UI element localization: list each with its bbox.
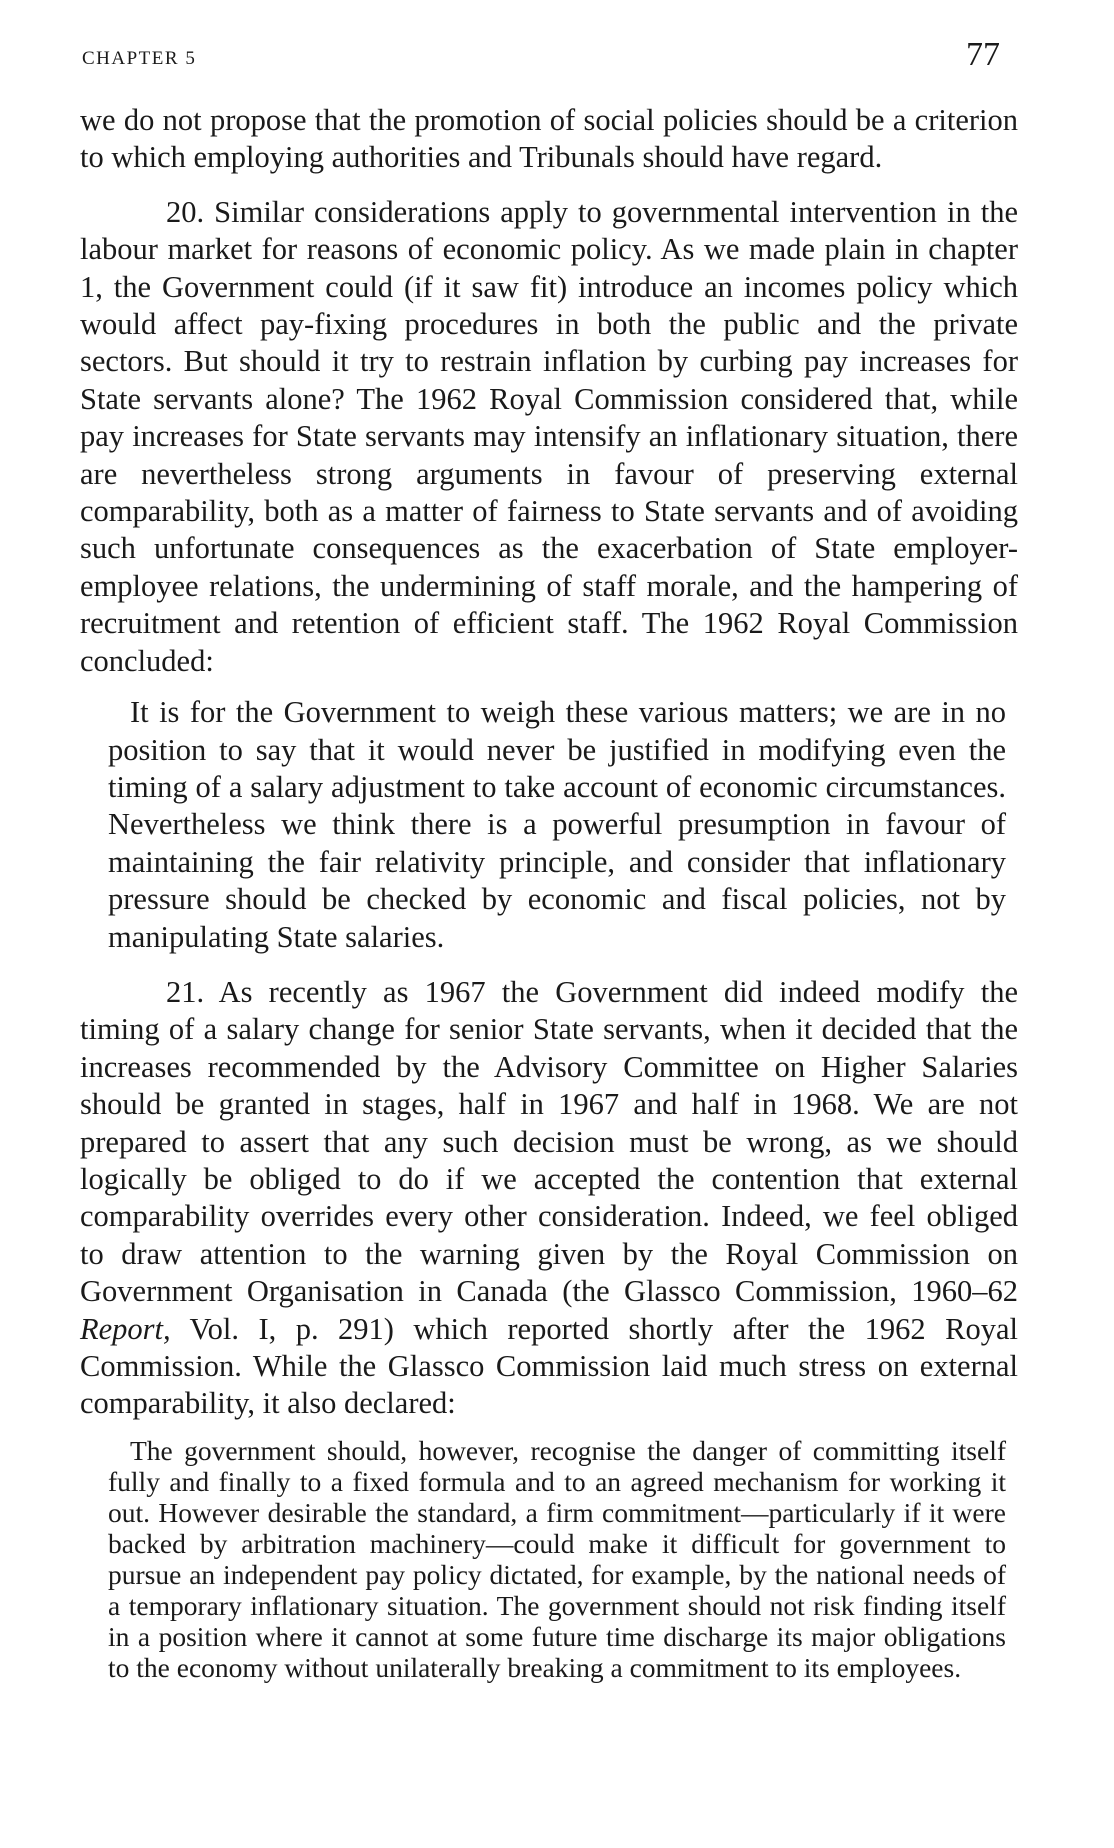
running-head <box>80 36 1018 88</box>
quotation-text: It is for the Government to weigh these various matters; we are in no position to say that it would never be justified in modifying even the timing of a salary adjustment to take account of economic circumstances. Nevertheless we think there is a powerful presumption in favour of maintaining the fair relativity principle, and consider that inflationary pressure should be checked by economic and fiscal policies, not by manipulating State salaries. <box>108 695 1006 954</box>
paragraph-20-text: Similar considerations apply to governmental intervention in the labour market for reasons of economic policy. As we made plain in chapter 1, the Government could (if it saw fit) introduce an incomes policy which would affect pay-fixing procedures in both the public and the private sectors. But should it try to restrain inflation by curbing pay increases for State servants alone? The 1962 Royal Commission considered that, while pay increases for State servants may intensify an inflationary situation, there are nevertheless strong arguments in favour of preserving external comparability, both as a matter of fairness to State servants and of avoiding such unfortunate consequences as the exacerbation of State employer-employee relations, the undermining of staff morale, and the hampering of recruitment and retention of efficient staff. The 1962 Royal Commission concluded: <box>80 194 1018 678</box>
quotation-text: The government should, however, recognise the danger of committing itself fully and finally to a fixed formula and to an agreed mechanism for working it out. However desirable the standard, a firm commitment—particularly if it were backed by arbitration machinery—could make it difficult for government to pursue an independent pay policy dictated, for example, by the national needs of a temporary inflationary situation. The government should not risk finding itself in a position where it cannot at some future time discharge its major obligations to the economy without unilaterally breaking a commitment to its employees. <box>108 1434 1006 1683</box>
report-title: Report, <box>80 1311 171 1346</box>
quotation-royal-commission <box>108 694 1006 956</box>
paragraph-number: 21. <box>166 974 205 1009</box>
body-text <box>80 102 1018 1683</box>
paragraph-21-text-a: As recently as 1967 the Government did indeed modify the timing of a salary change for senior State servants, when it decided that the increases recommended by the Advisory Committee on Higher Salaries should be granted in stages, half in 1967 and half in 1968. We are not prepared to assert that any such decision must be wrong, as we should logically be obliged to do if we accepted the contention that external comparability overrides every other consideration. Indeed, we feel obliged to draw attention to the warning given by the Royal Commission on Government Organisation in Canada (the Glassco Commission, 1960–62 <box>80 974 1018 1309</box>
paragraph-21 <box>80 974 1018 1423</box>
paragraph-21-text-b: Vol. I, p. 291) which reported shortly after the 1962 Royal Commission. While the Glassco Commission laid much stress on external comparability, it also declared: <box>80 1311 1018 1421</box>
quotation-glassco-commission <box>108 1435 1006 1683</box>
paragraph-20 <box>80 194 1018 680</box>
paragraph-number: 20. <box>166 194 205 229</box>
chapter-label: CHAPTER 5 <box>82 48 197 69</box>
paragraph-continuation: we do not propose that the promotion of social policies should be a criterion to which employing authorities and Tribunals should have regard. <box>80 103 1018 175</box>
page-number: 77 <box>966 36 1000 73</box>
